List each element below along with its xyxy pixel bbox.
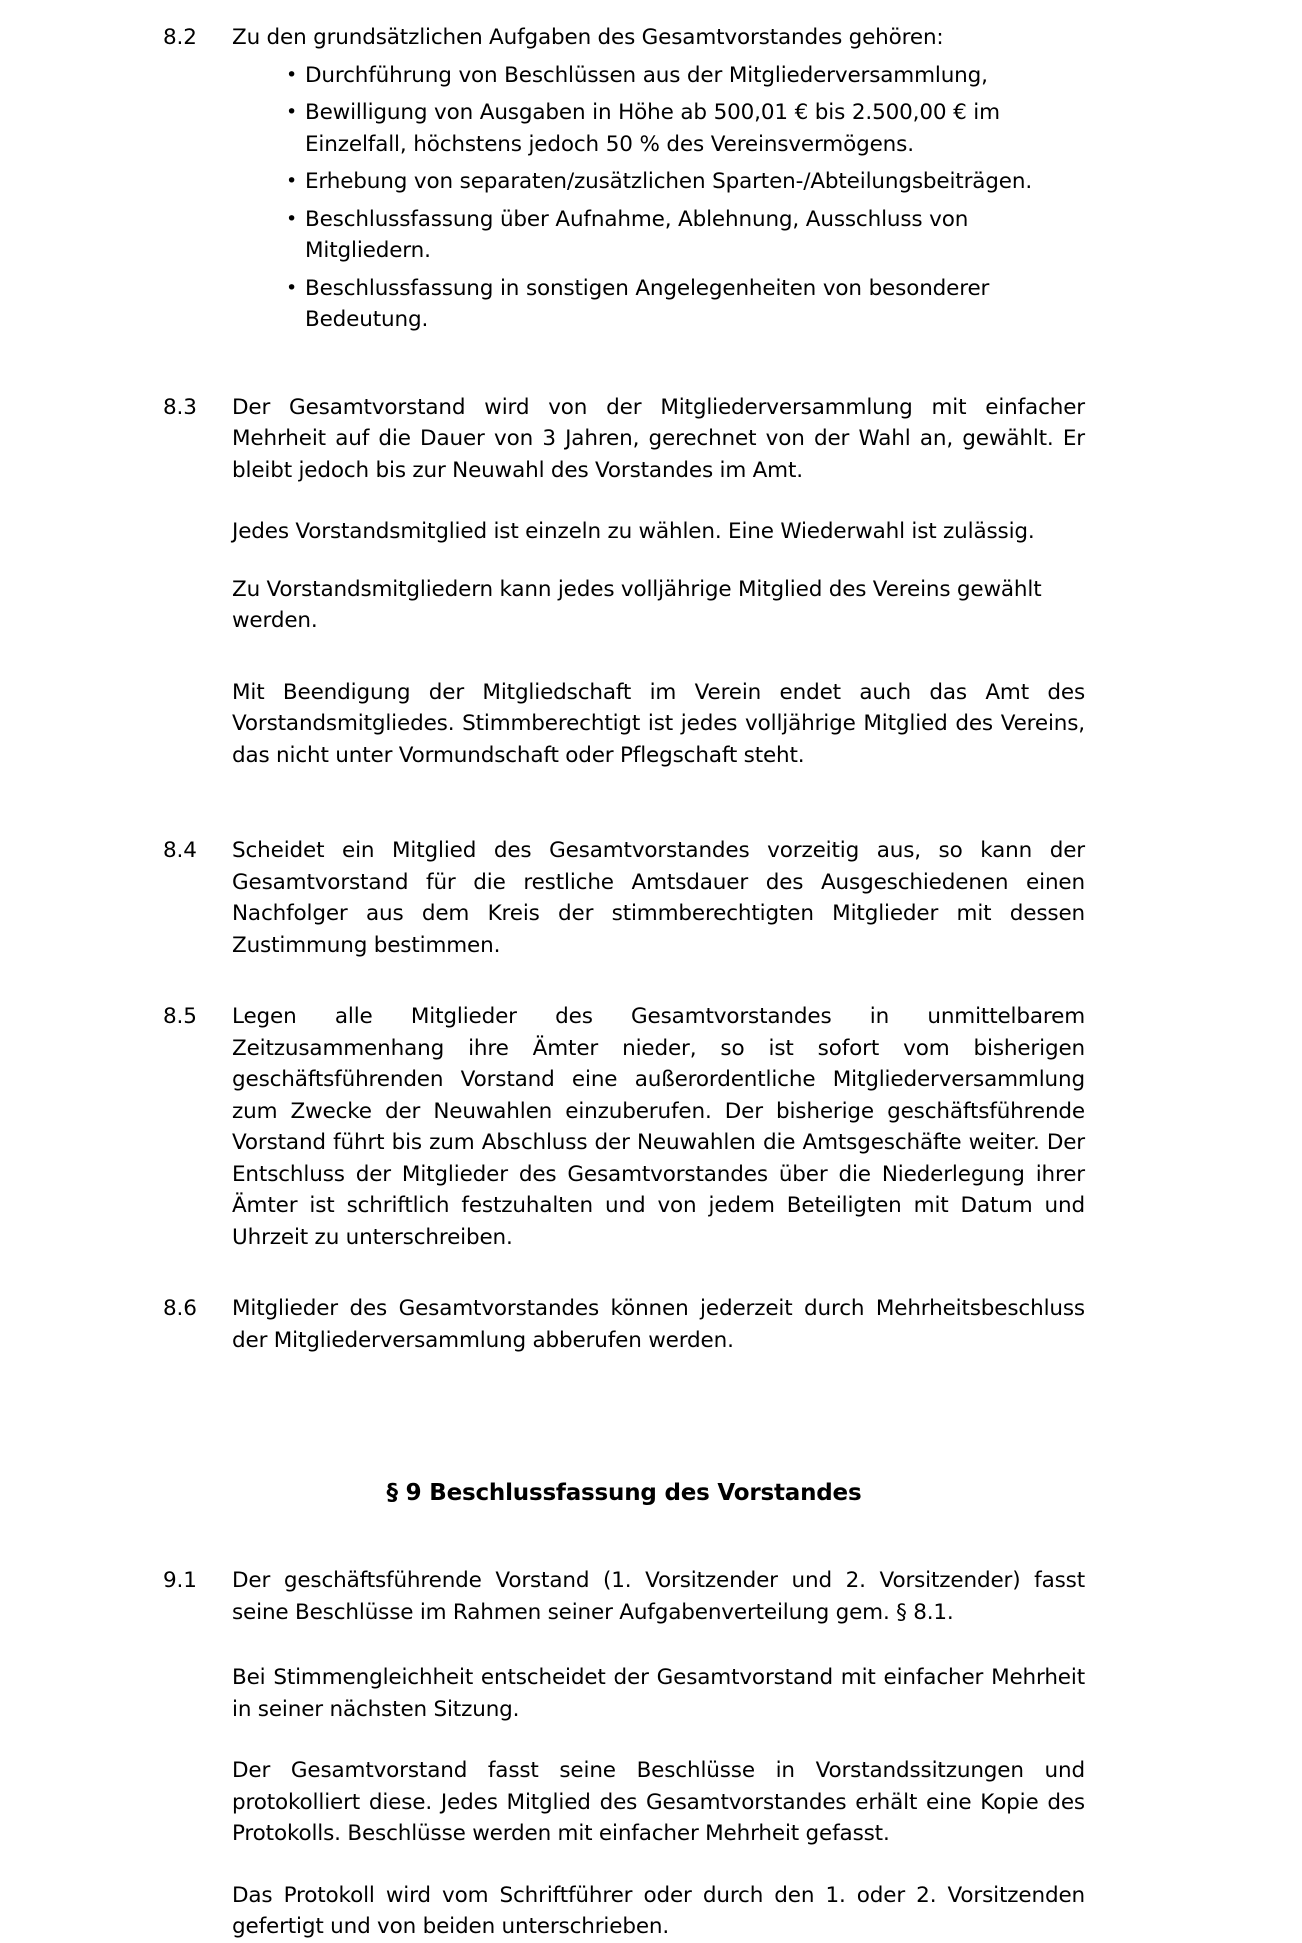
clause-paragraph: Der geschäftsführende Vorstand (1. Vorsitzender und 2. Vorsitzender) fasst seine Beschlüsse im Rahmen seiner Aufgabenverteilung gem. § 8.1. — [232, 1568, 1085, 1625]
clause-8-2 — [163, 22, 1085, 336]
clause-8-5 — [163, 1001, 1085, 1253]
clause-body — [232, 1001, 1085, 1253]
clause-number: 8.4 — [163, 838, 197, 863]
spacer — [232, 637, 1085, 677]
clause-body — [232, 1293, 1085, 1356]
list-item — [232, 97, 1085, 160]
clause-paragraph: Mitglieder des Gesamtvorstandes können jederzeit durch Mehrheitsbeschluss der Mitgliederversammlung abberufen werden. — [232, 1296, 1085, 1353]
section-heading: § 9 Beschlussfassung des Vorstandes — [386, 1480, 862, 1506]
clause-8-4 — [163, 835, 1085, 961]
spacer — [232, 1850, 1085, 1880]
clause-paragraph: Scheidet ein Mitglied des Gesamtvorstandes vorzeitig aus, so kann der Gesamtvorstand für die restliche Amtsdauer des Ausgeschiedenen einen Nachfolger aus dem Kreis der stimmberechtigten Mitglieder mit dessen Zustimmung bestimmen. — [232, 838, 1085, 958]
clause-number: 8.6 — [163, 1296, 197, 1321]
clause-paragraph: Das Protokoll wird vom Schriftführer oder durch den 1. oder 2. Vorsitzenden gefertigt und von beiden unterschrieben. — [232, 1882, 1085, 1939]
clause-body — [232, 392, 1085, 772]
clause-paragraph: Zu Vorstandsmitgliedern kann jedes volljährige Mitglied des Vereins gewählt werden. — [232, 576, 1042, 633]
clause-8-6 — [163, 1293, 1085, 1356]
spacer — [163, 1452, 1085, 1478]
spacer — [232, 486, 1085, 516]
clause-intro-text: Zu den grundsätzlichen Aufgaben des Gesamtvorstandes gehören: — [232, 25, 944, 50]
list-item-text: Beschlussfassung über Aufnahme, Ablehnung, Ausschluss von Mitgliedern. — [305, 206, 969, 263]
clause-paragraph: Mit Beendigung der Mitgliedschaft im Verein endet auch das Amt des Vorstandsmitgliedes. Stimmberechtigt ist jedes volljährige Mitglied des Vereins, das nicht unter Vormundschaft oder Pflegschaft steht. — [232, 679, 1085, 768]
clause-number: 8.5 — [163, 1004, 197, 1029]
list-item-text: Durchführung von Beschlüssen aus der Mitgliederversammlung, — [305, 62, 988, 88]
list-item-text: Beschlussfassung in sonstigen Angelegenheiten von besonderer Bedeutung. — [305, 275, 990, 332]
clause-body — [232, 835, 1085, 961]
spacer — [163, 336, 1085, 392]
clause-number: 8.2 — [163, 25, 197, 50]
list-item-text: Erhebung von separaten/zusätzlichen Sparten-/Abteilungsbeiträgen. — [305, 169, 1033, 194]
clause-number: 9.1 — [163, 1568, 197, 1593]
clause-body — [232, 22, 1085, 336]
clause-number: 8.3 — [163, 394, 197, 420]
list-item — [232, 60, 1085, 92]
clause-paragraph: Der Gesamtvorstand wird von der Mitgliederversammlung mit einfacher Mehrheit auf die Dauer von 3 Jahren, gerechnet von der Wahl an, gewählt. Er bleibt jedoch bis zur Neuwahl des Vorstandes im Amt. — [232, 394, 1085, 483]
spacer — [163, 961, 1085, 1001]
bullet-point-icon: • — [286, 101, 298, 123]
spacer — [163, 1356, 1085, 1452]
clause-8-3 — [163, 392, 1085, 772]
clause-body — [232, 1565, 1085, 1943]
clause-paragraph: Legen alle Mitglieder des Gesamtvorstandes in unmittelbarem Zeitzusammenhang ihre Ämter nieder, so ist sofort vom bisherigen geschäftsführenden Vorstand eine außerordentliche Mitgliederversammlung zum Zwecke der Neuwahlen einzuberufen. Der bisherige geschäftsführende Vorstand führt bis zum Abschluss der Neuwahlen die Amtsgeschäfte weiter. Der Entschluss der Mitglieder des Gesamtvorstandes über die Niederlegung ihrer Ämter ist schriftlich festzuhalten und von jedem Beteiligten mit Datum und Uhrzeit zu unterschreiben. — [232, 1004, 1085, 1250]
clause-9-1 — [163, 1565, 1085, 1943]
clause-paragraph: Bei Stimmengleichheit entscheidet der Gesamtvorstand mit einfacher Mehrheit in seiner nächsten Sitzung. — [232, 1665, 1085, 1722]
bullet-point-icon: • — [286, 207, 298, 230]
clause-paragraph: Jedes Vorstandsmitglied ist einzeln zu wählen. Eine Wiederwahl ist zulässig. — [232, 519, 1035, 544]
spacer — [232, 548, 1085, 574]
bullet-point-icon: • — [286, 276, 298, 299]
list-item — [232, 273, 1085, 336]
page-content — [163, 22, 1085, 1943]
list-item-text: Bewilligung von Ausgaben in Höhe ab 500,01 € bis 2.500,00 € im Einzelfall, höchstens jedoch 50 % des Vereinsvermögens. — [305, 100, 1000, 157]
bullet-point-icon: • — [286, 170, 298, 192]
list-item — [232, 204, 1085, 267]
bullet-point-icon: • — [286, 63, 298, 86]
spacer — [163, 1509, 1085, 1565]
spacer — [163, 771, 1085, 835]
spacer — [163, 1253, 1085, 1293]
clause-paragraph: Der Gesamtvorstand fasst seine Beschlüsse in Vorstandssitzungen und protokolliert diese. Jedes Mitglied des Gesamtvorstandes erhält eine Kopie des Protokolls. Beschlüsse werden mit einfacher Mehrheit gefasst. — [232, 1758, 1085, 1846]
bullet-list-8-2 — [232, 60, 1085, 336]
spacer — [232, 1725, 1085, 1755]
list-item — [232, 166, 1085, 198]
spacer — [232, 1628, 1085, 1662]
